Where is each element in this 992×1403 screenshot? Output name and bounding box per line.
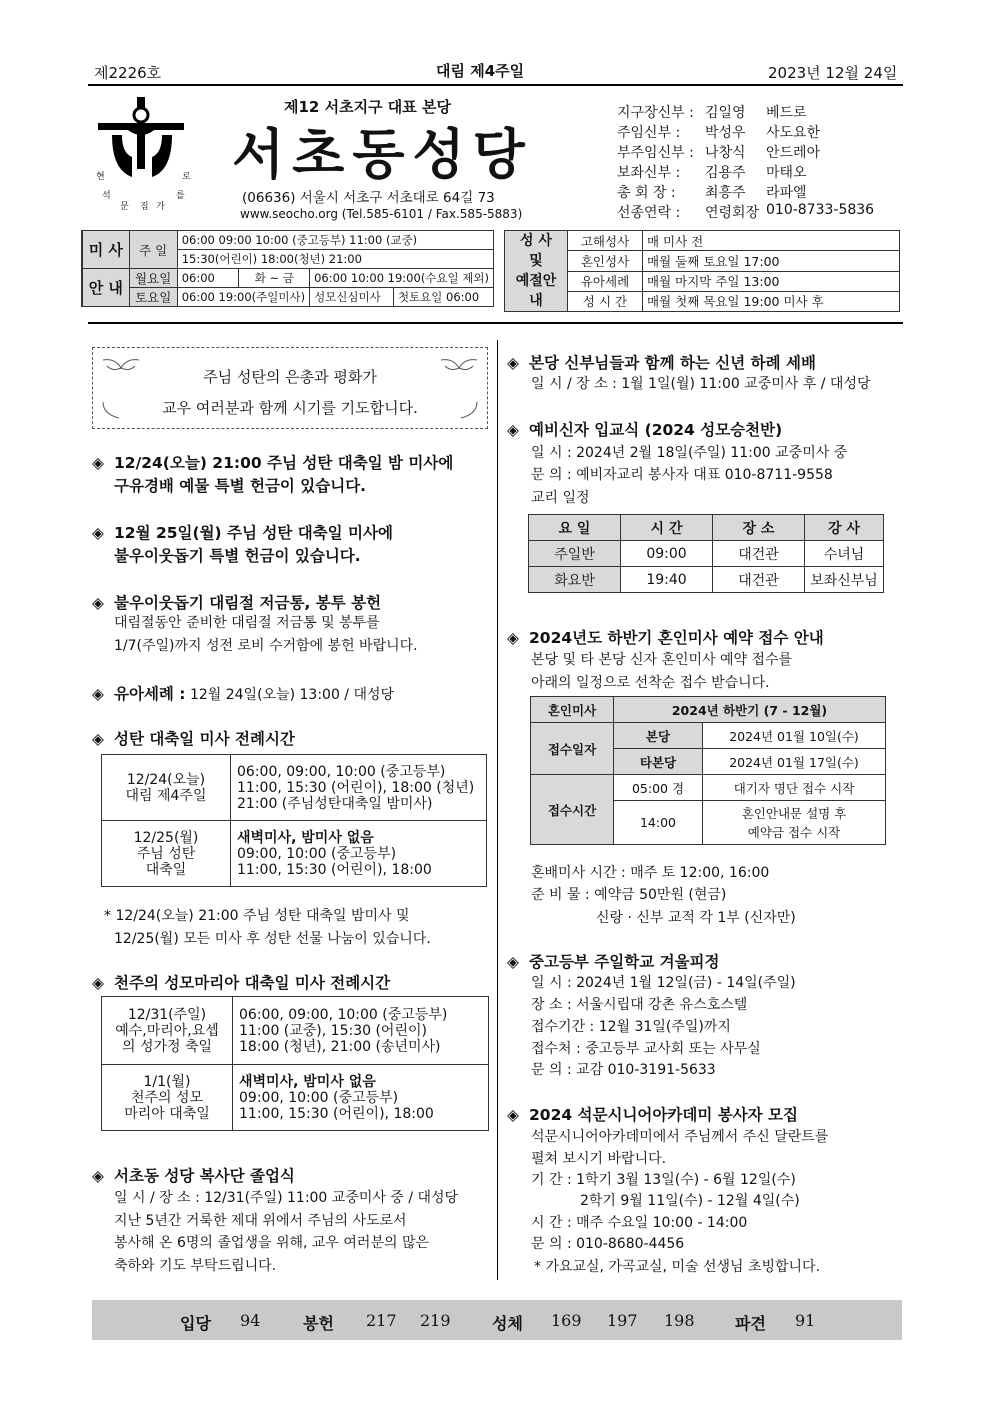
issue-number: 제2226호 (94, 64, 162, 82)
wedding-info: 신랑 · 신부 교적 각 1부 (신자만) (596, 910, 796, 926)
entrance-label: 입당 (180, 1314, 211, 1333)
section-wedding: ◈ 2024년도 하반기 혼인미사 예약 접수 안내 (507, 629, 824, 647)
offertory-value: 219 (420, 1311, 451, 1330)
column-divider (497, 340, 498, 1280)
advent-savings-line: 대림절동안 준비한 대림절 저금통 및 봉투를 (114, 615, 380, 631)
issue-date: 2023년 12월 24일 (768, 64, 898, 82)
schedule-times: 06:00, 09:00, 10:00 (중고등부) 11:00, 15:30 (어린이), 18:00 (청년) 21:00 (주님성탄대축일 밤미사) (231, 755, 487, 821)
altar-server-line: 봉사해 온 6명의 졸업생을 위해, 교우 여러분의 많은 (114, 1235, 429, 1251)
new-year-line: 일 시 / 장 소 : 1월 1일(월) 11:00 교중미사 후 / 대성당 (531, 376, 871, 392)
christmas-note: 12/25(월) 모든 미사 후 성탄 선물 나눔이 있습니다. (114, 931, 431, 947)
diamond-icon: ◈ (507, 421, 519, 439)
section-youth-retreat: ◈ 중고등부 주일학교 겨울피정 (507, 953, 720, 971)
diamond-icon: ◈ (92, 524, 104, 542)
schedule-times: 새벽미사, 밤미사 없음 09:00, 10:00 (중고등부) 11:00, 15:30 (어린이), 18:00 (231, 821, 487, 887)
communion-value: 169 (551, 1311, 582, 1330)
parish-logo: 현 로 석 를 문 짐 가 (92, 95, 198, 210)
section-catechumen: ◈ 예비신자 입교식 (2024 성모승천반) (507, 421, 783, 439)
parish-name: 서초동성당 (232, 123, 533, 186)
greeting-line-2: 교우 여러분과 함께 시기를 기도합니다. (162, 399, 418, 417)
communion-value: 198 (664, 1311, 695, 1330)
wedding-line: 아래의 일정으로 선착순 접수 받습니다. (531, 675, 770, 691)
catechism-schedule-table: 요 일 시 간 장 소 강 사 주일반 09:00 대건관 수녀님 화요반 19:40 대건관 보좌신부님 (528, 514, 884, 593)
diamond-icon: ◈ (92, 594, 104, 612)
parish-contact: www.seocho.org (Tel.585-6101 / Fax.585-5883) (240, 207, 523, 221)
section-rule (88, 322, 903, 324)
christmas-mass-table (101, 754, 487, 887)
catechumen-line: 일 시 : 2024년 2월 18일(주일) 11:00 교중미사 중 (531, 445, 848, 461)
wedding-info: 준 비 물 : 예약금 50만원 (현금) (531, 887, 727, 903)
diamond-icon: ◈ (507, 354, 519, 372)
sacrament-guide-table: 성 사 및 예절안내 고해성사 매 미사 전 혼인성사 매월 둘째 토요일 17:00 유아세례 매월 마지막 주일 13:00 성 시 간 매월 첫째 목요일 19:00 미사 후 (504, 230, 900, 312)
diamond-icon: ◈ (507, 629, 519, 647)
youth-retreat-line: 장 소 : 서울시립대 강촌 유스호스텔 (531, 997, 748, 1013)
communion-value: 197 (607, 1311, 638, 1330)
mary-mass-table (101, 996, 489, 1131)
altar-server-line: 일 시 / 장 소 : 12/31(주일) 11:00 교중미사 중 / 대성당 (114, 1190, 459, 1206)
schedule-day: 12/24(오늘) 대림 제4주일 (102, 755, 231, 821)
communion-label: 성체 (492, 1314, 523, 1333)
schedule-day: 12/31(주일) 예수,마리아,요셉 의 성가정 축일 (102, 997, 233, 1065)
section-infant-baptism: ◈ 유아세례 : 12월 24일(오늘) 13:00 / 대성당 (92, 685, 395, 703)
diamond-icon: ◈ (507, 953, 519, 971)
section-new-year: ◈ 본당 신부님들과 함께 하는 신년 하례 세배 (507, 354, 816, 372)
youth-retreat-line: 문 의 : 교감 010-3191-5633 (531, 1062, 716, 1078)
catechumen-line: 문 의 : 예비자교리 봉사자 대표 010-8711-9558 (531, 467, 833, 483)
senior-academy-line: 석문시니어아카데미에서 주님께서 주신 달란트를 (531, 1129, 829, 1145)
senior-academy-line: 문 의 : 010-8680-4456 (531, 1236, 685, 1252)
diamond-icon: ◈ (92, 974, 104, 992)
catechumen-line: 교리 일정 (531, 490, 590, 506)
greeting-box (92, 347, 488, 429)
schedule-day: 12/25(월) 주님 성탄 대축일 (102, 821, 231, 887)
diamond-icon: ◈ (92, 730, 104, 748)
offertory-label: 봉헌 (303, 1314, 334, 1333)
greeting-line-1: 주님 성탄의 은총과 평화가 (203, 368, 377, 386)
diamond-icon: ◈ (92, 454, 104, 472)
youth-retreat-line: 일 시 : 2024년 1월 12일(금) - 14일(주일) (531, 975, 796, 991)
altar-server-line: 축하와 기도 부탁드립니다. (114, 1258, 277, 1274)
diamond-icon: ◈ (92, 685, 104, 703)
parish-address: (06636) 서울시 서초구 서초대로 64길 73 (242, 190, 495, 206)
attendance-footer (92, 1300, 902, 1340)
notice-christmas-eve: ◈ 12/24(오늘) 21:00 주님 성탄 대축일 밤 미사에 (92, 454, 454, 472)
notice-christmas-day-2: 불우이웃돕기 특별 헌금이 있습니다. (114, 547, 361, 565)
dismissal-label: 파견 (735, 1314, 766, 1333)
section-christmas-mass: ◈ 성탄 대축일 미사 전례시간 (92, 730, 295, 748)
dismissal-value: 91 (795, 1311, 816, 1330)
senior-academy-line: 2학기 9월 11일(수) - 12월 4일(수) (580, 1193, 800, 1209)
youth-retreat-line: 접수처 : 중고등부 교사회 또는 사무실 (531, 1041, 761, 1057)
advent-savings-line: 1/7(주일)까지 성전 로비 수거함에 봉헌 바랍니다. (114, 638, 418, 654)
wedding-schedule-table: 혼인미사 2024년 하반기 (7 - 12월) 접수일자 본당 2024년 01월 10일(수) 타본당 2024년 01월 17일(수) 접수시간 05:00 경 대기자 명단 접수 시작 14:00 혼인안내문 설명 후 예약금 접수 시작 (530, 696, 886, 845)
parish-tagline: 제12 서초지구 대표 본당 (284, 98, 451, 116)
diamond-icon: ◈ (92, 1167, 104, 1185)
section-altar-server: ◈ 서초동 성당 복사단 졸업식 (92, 1167, 295, 1185)
altar-server-line: 지난 5년간 거룩한 제대 위에서 주님의 사도로서 (114, 1213, 407, 1229)
youth-retreat-line: 접수기간 : 12월 31일(주일)까지 (531, 1019, 731, 1035)
section-mary-mass: ◈ 천주의 성모마리아 대축일 미사 전례시간 (92, 974, 391, 992)
offertory-value: 217 (366, 1311, 397, 1330)
wedding-info: 혼배미사 시간 : 매주 토 12:00, 16:00 (531, 865, 770, 881)
notice-christmas-eve-2: 구유경배 예물 특별 헌금이 있습니다. (114, 477, 367, 495)
wedding-line: 본당 및 타 본당 신자 혼인미사 예약 접수를 (531, 652, 793, 668)
mass-guide-table: 미 사 주 일 06:00 09:00 10:00 (중고등부) 11:00 (교중) 15:30(어린이) 18:00(청년) 21:00 안 내 월요일 06:00 화 ~ 금 06:00 10:00 19:00(수요일 제외) 토요일 06:00 19:00(주일미사) 성모신심미사 첫토요일 06:00 (81, 230, 494, 307)
section-senior-academy: ◈ 2024 석문시니어아카데미 봉사자 모집 (507, 1106, 798, 1124)
christmas-note: * 12/24(오늘) 21:00 주님 성탄 대축일 밤미사 및 (104, 908, 410, 924)
notice-christmas-day: ◈ 12월 25일(월) 주님 성탄 대축일 미사에 (92, 524, 393, 542)
diamond-icon: ◈ (507, 1106, 519, 1124)
schedule-day: 1/1(월) 천주의 성모 마리아 대축일 (102, 1065, 233, 1131)
schedule-times: 새벽미사, 밤미사 없음 09:00, 10:00 (중고등부) 11:00, 15:30 (어린이), 18:00 (233, 1065, 489, 1131)
liturgical-week: 대림 제4주일 (436, 62, 525, 80)
senior-academy-line: 시 간 : 매주 수요일 10:00 - 14:00 (531, 1215, 748, 1231)
senior-academy-line: * 가요교실, 가곡교실, 미술 선생님 초빙합니다. (534, 1259, 821, 1275)
header-rule (88, 84, 903, 86)
schedule-times: 06:00, 09:00, 10:00 (중고등부) 11:00 (교중), 15:30 (어린이) 18:00 (청년), 21:00 (송년미사) (233, 997, 489, 1065)
entrance-value: 94 (240, 1311, 261, 1330)
senior-academy-line: 기 간 : 1학기 3월 13일(수) - 6월 12일(수) (531, 1172, 796, 1188)
section-advent-savings: ◈ 불우이웃돕기 대림절 저금통, 봉투 봉헌 (92, 594, 382, 612)
senior-academy-line: 펼쳐 보시기 바랍니다. (531, 1151, 667, 1167)
